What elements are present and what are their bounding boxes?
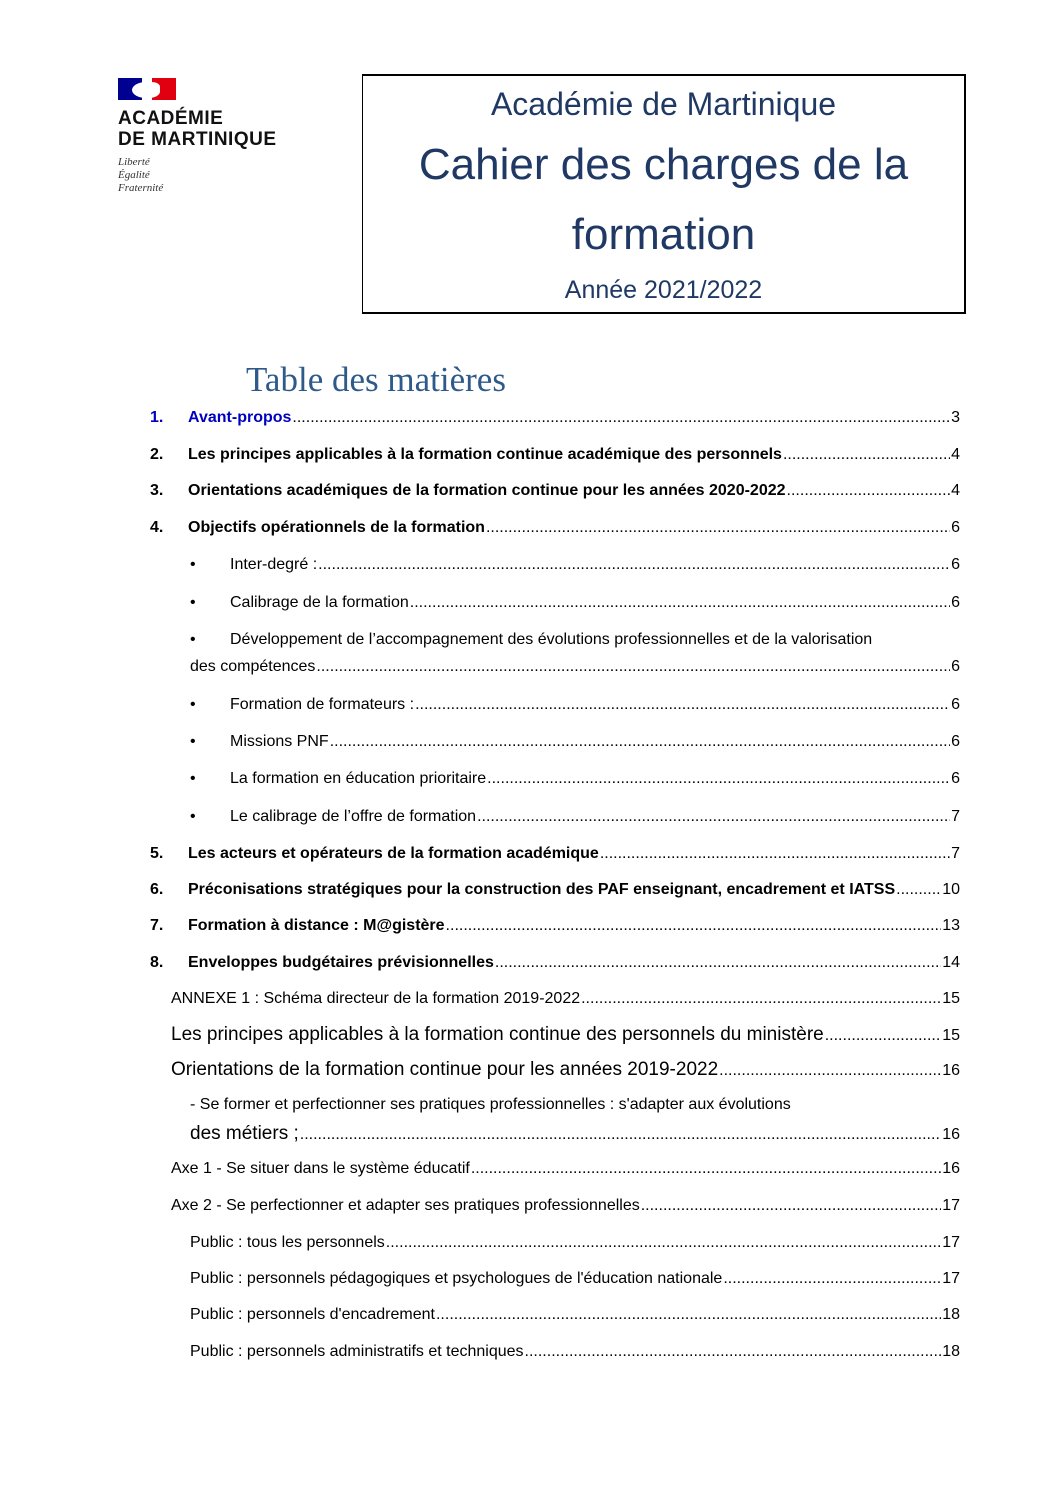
toc-entry-8[interactable] (150, 954, 960, 972)
toc-page: 18 (942, 1306, 960, 1323)
toc-page: 14 (942, 954, 960, 971)
toc-number: 3. (150, 482, 164, 499)
toc-page: 16 (942, 1160, 960, 1177)
toc-text: Calibrage de la formation (230, 594, 409, 611)
toc-text: Les principes applicables à la formation continue académique des personnels (188, 446, 782, 463)
toc-entry-developpement[interactable] (190, 631, 872, 649)
toc-text: Missions PNF (230, 733, 329, 750)
toc-text-line2: des compétences (190, 658, 316, 675)
toc-leader (318, 556, 950, 574)
toc-leader (471, 1160, 941, 1178)
toc-entry-public-pedagogiques[interactable] (190, 1270, 960, 1288)
toc-entry-axe-2[interactable] (171, 1197, 960, 1215)
toc-entry-2[interactable] (150, 446, 960, 464)
toc-leader (477, 808, 950, 826)
toc-text: Public : personnels administratifs et techniques (190, 1343, 524, 1360)
toc-page: 17 (942, 1197, 960, 1214)
toc-page: 18 (942, 1343, 960, 1360)
toc-text: Orientations académiques de la formation continue pour les années 2020-2022 (188, 482, 786, 499)
bullet-icon: • (190, 696, 196, 713)
toc-page: 6 (951, 519, 960, 536)
toc-text: Axe 2 - Se perfectionner et adapter ses pratiques professionnelles (171, 1197, 640, 1214)
toc-entry-orientations-2019[interactable] (171, 1059, 960, 1081)
toc-leader (316, 658, 950, 676)
toc-page: 3 (951, 409, 960, 426)
toc-leader (641, 1197, 941, 1215)
toc-leader (723, 1270, 941, 1288)
toc-leader (825, 1027, 941, 1045)
toc-number: 8. (150, 954, 164, 971)
toc-leader (436, 1306, 941, 1324)
toc-entry-inter-degre[interactable] (190, 556, 960, 574)
bullet-icon: • (190, 808, 196, 825)
toc-entry-4[interactable] (150, 519, 960, 537)
document-title-line1: Cahier des charges de la (418, 140, 909, 189)
academy-logo (118, 78, 318, 195)
toc-page: 10 (942, 881, 960, 898)
toc-text: Avant-propos (188, 409, 292, 426)
toc-text: Les principes applicables à la formation continue des personnels du ministère (171, 1024, 824, 1045)
bullet-icon: • (190, 733, 196, 750)
toc-number: 7. (150, 917, 164, 934)
toc-entry-education-prioritaire[interactable] (190, 770, 960, 788)
toc-page: 6 (951, 594, 960, 611)
toc-entry-se-former[interactable] (190, 1096, 791, 1114)
logo-name-line2: DE MARTINIQUE (118, 129, 277, 150)
toc-text: Orientations de la formation continue pour les années 2019-2022 (171, 1059, 719, 1080)
marianne-flag-icon (118, 78, 176, 100)
academy-name: Académie de Martinique (490, 86, 837, 122)
toc-leader (600, 845, 950, 863)
toc-entry-principes-ministere[interactable] (171, 1024, 960, 1046)
toc-page: 7 (951, 808, 960, 825)
toc-text: Objectifs opérationnels de la formation (188, 519, 485, 536)
toc-text: La formation en éducation prioritaire (230, 770, 487, 787)
toc-text: Formation à distance : M@gistère (188, 917, 445, 934)
toc-entry-public-tous[interactable] (190, 1234, 960, 1252)
toc-page: 16 (942, 1062, 960, 1079)
toc-page: 6 (951, 556, 960, 573)
toc-text: Public : personnels pédagogiques et psychologues de l'éducation nationale (190, 1270, 723, 1287)
toc-leader (787, 482, 951, 500)
toc-leader (410, 594, 950, 612)
toc-text: Public : tous les personnels (190, 1234, 385, 1251)
toc-leader (495, 954, 941, 972)
toc-page: 7 (951, 845, 960, 862)
toc-entry-developpement-cont[interactable] (190, 658, 960, 676)
toc-entry-se-former-cont[interactable] (190, 1123, 960, 1145)
document-title-line2: formation (571, 210, 756, 259)
toc-text: ANNEXE 1 : Schéma directeur de la formation 2019-2022 (171, 990, 581, 1007)
bullet-icon: • (190, 556, 196, 573)
toc-leader (487, 770, 950, 788)
toc-entry-5[interactable] (150, 845, 960, 863)
toc-text: Inter-degré : (230, 556, 318, 573)
toc-number: 4. (150, 519, 164, 536)
toc-leader (446, 917, 942, 935)
toc-page: 15 (942, 990, 960, 1007)
toc-page: 6 (951, 658, 960, 675)
toc-page: 6 (951, 696, 960, 713)
toc-leader (783, 446, 950, 464)
toc-leader (896, 881, 941, 899)
toc-text: Les acteurs et opérateurs de la formation académique (188, 845, 599, 862)
bullet-icon: • (190, 631, 196, 648)
toc-entry-axe-1[interactable] (171, 1160, 960, 1178)
toc-page: 15 (942, 1027, 960, 1044)
toc-entry-public-encadrement[interactable] (190, 1306, 960, 1324)
toc-entry-public-administratifs[interactable] (190, 1343, 960, 1361)
motto-fraternite: Fraternité (118, 182, 164, 194)
toc-entry-3[interactable] (150, 482, 960, 500)
toc-entry-formateurs[interactable] (190, 696, 960, 714)
toc-text: Formation de formateurs : (230, 696, 415, 713)
toc-leader (386, 1234, 941, 1252)
bullet-icon: • (190, 594, 196, 611)
bullet-icon: • (190, 770, 196, 787)
toc-leader (486, 519, 950, 537)
document-title-box (362, 74, 966, 314)
toc-text: Le calibrage de l’offre de formation (230, 808, 477, 825)
toc-page: 17 (942, 1234, 960, 1251)
motto-liberte: Liberté (118, 156, 150, 168)
toc-text-line2: des métiers ; (190, 1123, 299, 1144)
toc-leader (330, 733, 950, 751)
logo-name-line1: ACADÉMIE (118, 108, 224, 129)
toc-text: Axe 1 - Se situer dans le système éducatif (171, 1160, 470, 1177)
toc-leader (415, 696, 950, 714)
toc-number: 5. (150, 845, 164, 862)
toc-page: 13 (942, 917, 960, 934)
toc-page: 17 (942, 1270, 960, 1287)
toc-leader (300, 1126, 941, 1144)
toc-leader (719, 1062, 941, 1080)
toc-leader (292, 409, 950, 427)
toc-page: 4 (951, 482, 960, 499)
toc-entry-7[interactable] (150, 917, 960, 935)
toc-heading: Table des matières (246, 360, 506, 399)
logo-name (118, 108, 318, 150)
toc-entry-1[interactable] (150, 409, 960, 427)
school-year: Année 2021/2022 (564, 276, 763, 304)
toc-page: 16 (942, 1126, 960, 1143)
toc-entry-6[interactable] (150, 881, 960, 899)
toc-entry-calibrage[interactable] (190, 594, 960, 612)
motto-egalite: Égalité (118, 169, 150, 181)
toc-page: 6 (951, 770, 960, 787)
toc-text: Enveloppes budgétaires prévisionnelles (188, 954, 494, 971)
toc-entry-missions-pnf[interactable] (190, 733, 960, 751)
toc-entry-annexe-1[interactable] (171, 990, 960, 1008)
toc-text-line1: - Se former et perfectionner ses pratiques professionnelles : s'adapter aux évolutions (190, 1096, 791, 1113)
toc-leader (525, 1343, 942, 1361)
toc-number: 2. (150, 446, 164, 463)
toc-number: 6. (150, 881, 164, 898)
toc-text: Préconisations stratégiques pour la construction des PAF enseignant, encadrement et IATSS (188, 881, 896, 898)
logo-motto (118, 156, 318, 195)
toc-text: Public : personnels d'encadrement (190, 1306, 435, 1323)
toc-text-line1: Développement de l’accompagnement des évolutions professionnelles et de la valorisation (230, 631, 873, 648)
toc-number: 1. (150, 409, 164, 426)
toc-entry-calibrage-offre[interactable] (190, 808, 960, 826)
toc-leader (581, 990, 941, 1008)
toc-page: 6 (951, 733, 960, 750)
toc-page: 4 (951, 446, 960, 463)
